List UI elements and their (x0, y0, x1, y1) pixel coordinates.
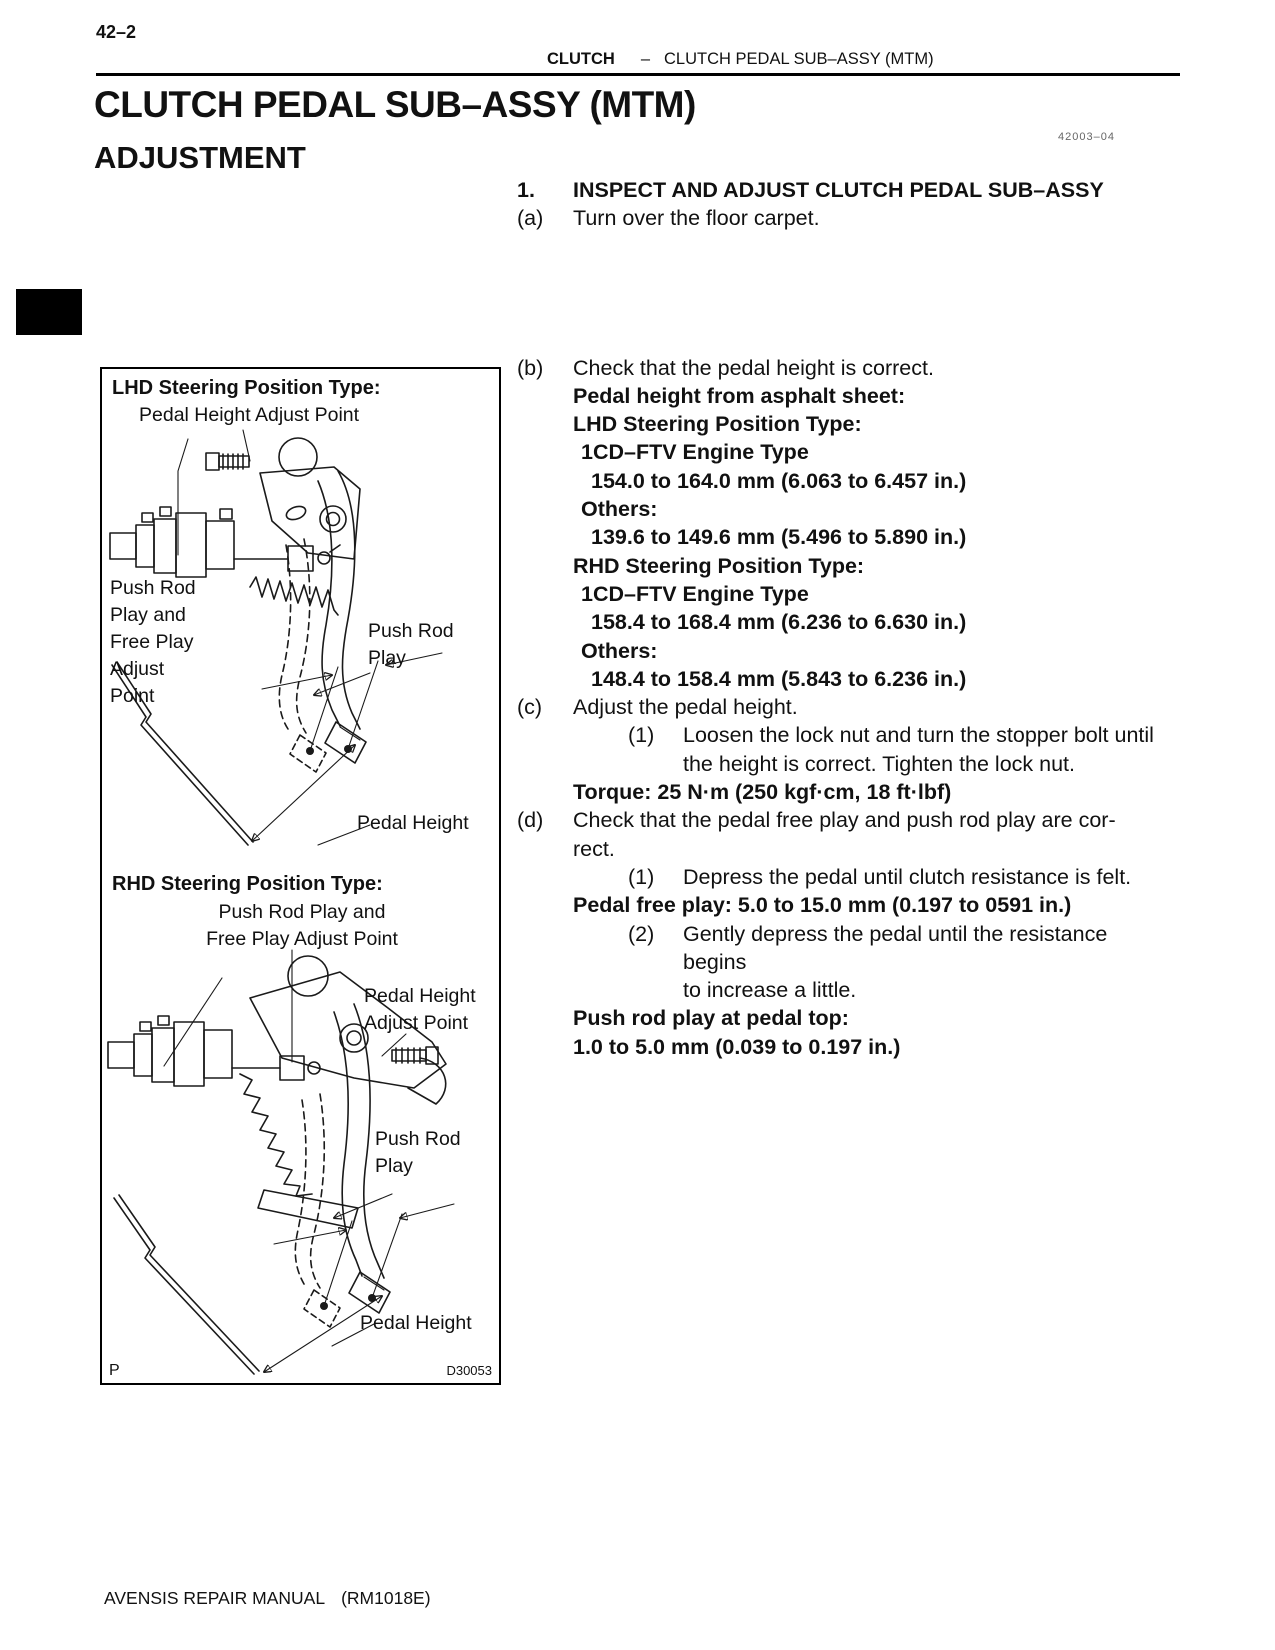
section-tab-marker (16, 289, 82, 335)
step-1-marker: 1. (517, 178, 535, 202)
rhd-spring-hook (288, 956, 328, 996)
step-c1 (517, 721, 1165, 749)
lhd-pedal-height-adjust-point-label: Pedal Height Adjust Point (139, 404, 360, 426)
rhd-push-rod-play-label: Push Rod Play (375, 1128, 461, 1177)
rhd-coil-spring (240, 1074, 312, 1196)
spec-line: Pedal height from asphalt sheet: (573, 383, 906, 408)
footer-manual-name: AVENSIS REPAIR MANUAL (104, 1588, 326, 1608)
lhd-stopper-bolt (206, 453, 249, 470)
rhd-master-cylinder (108, 1016, 232, 1086)
procedure-column (517, 176, 1165, 1061)
running-header (547, 50, 934, 69)
lhd-pedal-arm (318, 471, 366, 763)
running-header-section: CLUTCH (547, 50, 615, 68)
step-b-marker: (b) (517, 355, 544, 380)
step-d-marker: (d) (517, 808, 544, 833)
step-d1-text: Depress the pedal until clutch resistance is felt. (683, 864, 1132, 889)
step-d2-text-line2: to increase a little. (683, 978, 857, 1003)
lhd-master-cylinder (110, 507, 234, 577)
rhd-heading: RHD Steering Position Type: (112, 873, 383, 895)
step-d2-text-line1: Gently depress the pedal until the resistance begins (683, 921, 1108, 974)
rhd-free-play-adjust-label: Push Rod Play and Free Play Adjust Point (206, 901, 398, 950)
spec-line: Others: (581, 638, 658, 663)
spec-line: 158.4 to 168.4 mm (6.236 to 6.630 in.) (591, 610, 967, 635)
header-rule (96, 73, 1180, 76)
running-header-separator: – (640, 50, 651, 68)
rhd-floor-lines (114, 1195, 259, 1374)
lhd-push-rod-free-play-label: Push Rod Play and Free Play Adjust Point (110, 577, 196, 707)
step-d (517, 806, 1165, 834)
rhd-pedal-arm-dashed (295, 1094, 340, 1327)
step-b-text: Check that the pedal height is correct. (573, 355, 934, 380)
spacer (517, 233, 1165, 354)
lhd-pedal-height-dimension (252, 745, 370, 845)
lhd-coil-spring (250, 577, 338, 615)
spec-line: 148.4 to 158.4 mm (5.843 to 6.236 in.) (591, 666, 967, 691)
figure-code: D30053 (446, 1363, 492, 1378)
figure-box (100, 367, 501, 1385)
torque-spec: Torque: 25 N·m (250 kgf·cm, 18 ft·lbf) (573, 780, 952, 805)
step-c1-marker: (1) (628, 723, 655, 748)
page-title: CLUTCH PEDAL SUB–ASSY (MTM) (94, 84, 696, 125)
lhd-heading: LHD Steering Position Type: (112, 377, 381, 399)
push-rod-play-spec-value: 1.0 to 5.0 mm (0.039 to 0.197 in.) (573, 1034, 901, 1059)
spec-line: RHD Steering Position Type: (573, 553, 865, 578)
page-subtitle: ADJUSTMENT (94, 140, 306, 175)
step-d1 (517, 863, 1165, 891)
step-d2-marker: (2) (628, 921, 655, 946)
spec-line: 1CD–FTV Engine Type (581, 581, 809, 606)
step-b (517, 354, 1165, 382)
lhd-pedal-height-label: Pedal Height (357, 812, 469, 834)
doc-code: 42003–04 (1058, 131, 1115, 143)
spec-line: 1CD–FTV Engine Type (581, 440, 809, 465)
step-c (517, 693, 1165, 721)
step-1 (517, 176, 1165, 204)
step-d2 (517, 920, 1165, 977)
page-number: 42–2 (96, 22, 137, 42)
push-rod-play-spec-title: Push rod play at pedal top: (573, 1006, 849, 1031)
step-c1-text-line1: Loosen the lock nut and turn the stopper bolt until (683, 723, 1154, 748)
running-header-topic: CLUTCH PEDAL SUB–ASSY (MTM) (664, 50, 934, 68)
step-c-marker: (c) (517, 695, 543, 720)
rhd-pedal-height-adjust-label: Pedal Height Adjust Point (364, 985, 476, 1034)
spec-line: 154.0 to 164.0 mm (6.063 to 6.457 in.) (591, 468, 967, 493)
step-d1-marker: (1) (628, 864, 655, 889)
step-c1-text-line2: the height is correct. Tighten the lock nut. (683, 751, 1075, 776)
step-d-text-line2: rect. (573, 836, 615, 861)
step-1-text: INSPECT AND ADJUST CLUTCH PEDAL SUB–ASSY (573, 178, 1104, 202)
lhd-pedal-arm-dashed (279, 539, 326, 772)
step-a-marker: (a) (517, 206, 544, 231)
rhd-pedal-height-label: Pedal Height (360, 1312, 472, 1334)
spec-line: 139.6 to 149.6 mm (5.496 to 5.890 in.) (591, 525, 967, 550)
step-a (517, 204, 1165, 232)
figure-corner-letter: P (109, 1362, 120, 1379)
step-a-text: Turn over the floor carpet. (573, 206, 820, 231)
lhd-leader-lines (178, 430, 250, 555)
step-d-text-line1: Check that the pedal free play and push rod play are cor- (573, 808, 1116, 833)
spec-line: Others: (581, 497, 658, 522)
footer (104, 1588, 431, 1609)
spec-line: LHD Steering Position Type: (573, 412, 862, 437)
lhd-push-rod-play-label: Push Rod Play (368, 620, 454, 669)
footer-manual-code: (RM1018E) (341, 1588, 431, 1608)
step-c-text: Adjust the pedal height. (573, 695, 798, 720)
pedal-free-play-spec: Pedal free play: 5.0 to 15.0 mm (0.197 to 0591 in.) (573, 893, 1072, 918)
rhd-stopper-bolt (392, 1047, 446, 1104)
